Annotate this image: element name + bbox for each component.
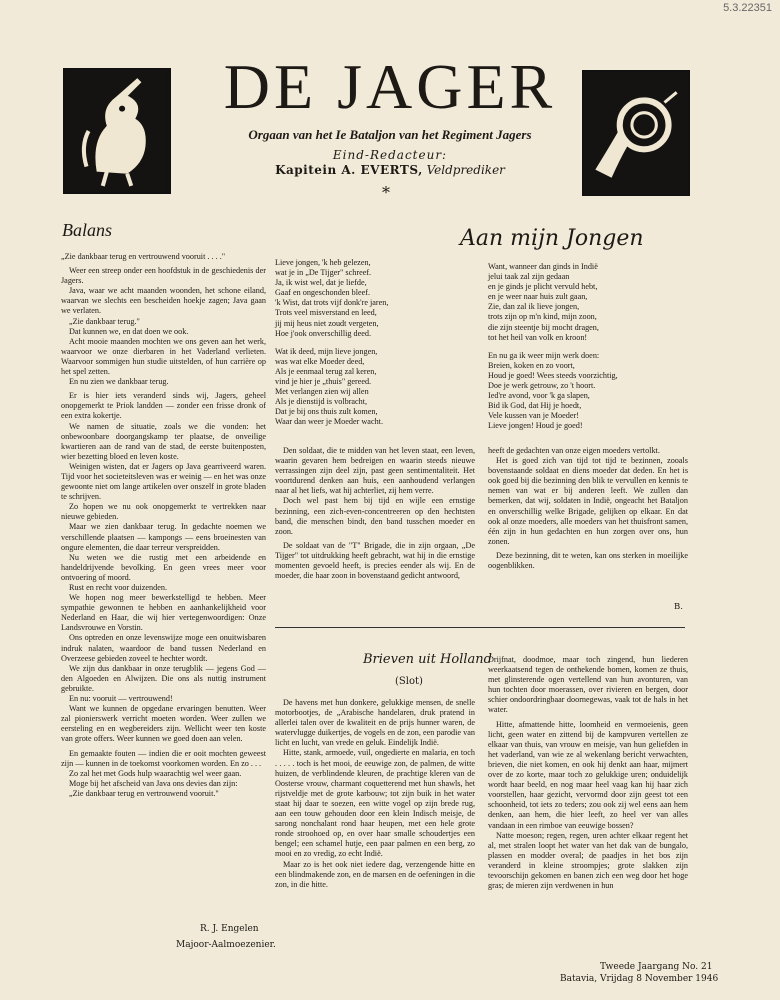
poem-line: Wat ik deed, mijn lieve jongen, — [275, 346, 378, 356]
paragraph: Doch wel past hem bij tijd en wijle een ernstige bezinning, een zich-even-concentreeren op den hechtsten band, die menschen bindt, den band tusschen moeder en zoon. — [275, 496, 475, 536]
poem-line: Vele kussen van je Moeder! — [488, 411, 579, 421]
section-divider — [275, 627, 685, 628]
brieven-subheading: (Slot) — [395, 676, 423, 687]
poem-line: en je weer naar huis zult gaan, — [488, 292, 588, 302]
poem-line: Breien, koken en zo voort, — [488, 360, 575, 370]
poem-line: Als je dienstijd is volbracht, — [275, 397, 368, 407]
paragraph: Deze bezinning, dit te weten, kan ons sterken in moeilijke oogenblikken. — [488, 550, 688, 571]
poem-line: Hoe j'ook onverschillig deed. — [275, 328, 372, 338]
paragraph: Er is hier iets veranderd sinds wij, Jagers, geheel onopgemerkt te Priok landden — zonder een frisse dronk of een extra kokertje. — [61, 391, 266, 421]
paragraph: „Zie dankbaar terug en vertrouwend vooruit . . . ." — [61, 252, 226, 261]
paragraph: De havens met hun donkere, gelukkige mensen, de snelle motorbootjes, de „Arabische handelaren, druk pratend in allerlei talen over de kwaliteit en de prijs hunner waren, de watervlugge duikertjes, de vogels en de zon, een parodie van licht en lucht, van vrede en geluk. Eindelijk Indië. — [275, 698, 475, 748]
paragraph: Nu weten we die rustig met een arbeidende en handeldrijvende bevolking. En geen vrees meer voor ontvoering of moord. — [61, 552, 266, 582]
poem-line: Als je eenmaal terug zal keren, — [275, 366, 377, 376]
poem-commentary-left — [275, 446, 475, 606]
brieven-heading: Brieven uit Holland — [363, 652, 492, 667]
paragraph: Ons optreden en onze levenswijze moge een onuitwisbaren indruk nalaten, waardoor de band tussen Nederland en Overzeese gebieden zoveel te hechter wordt. — [61, 633, 266, 663]
poem-line: Houd je goed! Wees steeds voorzichtig, — [488, 370, 618, 380]
paragraph: We namen de situatie, zoals we die vonden: het onbewoonbare doorgangskamp ter plaatse, de onveilige kwartieren aan de rand van de stad, de eerste buitenposten, wier bezetting bloed en leven koste. — [61, 421, 266, 461]
paragraph: Den soldaat, die te midden van het leven staat, een leven, waarin gevaren hem bedreigen en waarin steeds nieuwe verrassingen zijn deel zijn, past geen sentimentaliteit. Het voortdurend denken aan huis, een aanhoudend verlangen naar al het liefs, wat hij achterliet, zij hem verre. — [275, 446, 475, 496]
poem-line: Ja, ik wist wel, dat je liefde, — [275, 278, 367, 288]
brieven-column-right — [488, 655, 688, 955]
paragraph: Maar we zien dankbaar terug. In gedachte noemen we verschillende plaatsen — kampongs — eens broeinesten van ongure elementen, die daar terreur verspreidden. — [61, 522, 266, 552]
poem-line: Ied're avond, voor 'k ga slapen, — [488, 391, 590, 401]
poem-column-left — [275, 258, 447, 427]
paragraph: We zijn dus dankbaar in onze terugblik — jegens God — den Algoeden en Alwijzen. Die ons als nuttig instrument gebruikte. — [61, 663, 266, 693]
poem-line: Trots veel misverstand en leed, — [275, 308, 377, 318]
archive-stamp: 5.3.22351 — [723, 2, 772, 14]
paragraph: Java, waar we acht maanden woonden, het schone eiland, waarvan we slechts een bescheiden hoekje zagen; Java gaan we verlaten. — [61, 286, 266, 316]
paragraph: Rust en recht voor duizenden. — [69, 583, 167, 592]
poem-line: en je ginds je plicht vervuld hebt, — [488, 282, 598, 292]
editor-role: Veldprediker — [426, 163, 505, 177]
footer-place-date: Batavia, Vrijdag 8 November 1946 — [560, 974, 719, 984]
editor-line — [0, 163, 780, 177]
poem-column-right — [488, 262, 688, 431]
poem-line: Dat je bij ons thuis zult komen, — [275, 407, 378, 417]
paragraph: Weer een streep onder een hoofdstuk in de geschiedenis der Jagers. — [61, 266, 266, 286]
poem-line: 'k Wist, dat trots vijf donk're jaren, — [275, 298, 389, 308]
paragraph: Hitte, stank, armoede, vuil, ongedierte en malaria, en toch . . . . . toch is het mooi, de eeuwige zon, de palmen, de witte huizen, de verblindende kleuren, de prachtige kleren van de Oosterse vrouw, charmant coquetterend met hun shawls, het rijstveldje met de grote karbouw; tot zijn buik in het water staat hij daar te soezen, een witte vogel op zijn brede rug, aan een touw gehouden door een klein Indisch meisje, de sarong nonchalant rond haar heupen, met een hele grote ronde stroohoed op, en over haar smalle schoudertjes een bengel; een schamel hutje, een paar palmen en een berg, zo mooi en zo vredig, zo echt Indië. — [275, 748, 475, 859]
poem-line: jij mij heus niet zoudt vergeten, — [275, 318, 379, 328]
masthead-subtitle: Orgaan van het Ie Bataljon van het Regiment Jagers — [248, 127, 532, 142]
poem-line: Met verlangen zien wij allen — [275, 387, 369, 397]
balans-signature-title: Majoor-Aalmoezenier. — [176, 940, 276, 950]
paragraph: Hitte, afmattende hitte, loomheid en vermoeienis, geen licht, geen water en zittend bij de kampvuren vertellen ze elkaar van thuis, van vrouw en meisje, van hun geliefden in het vaderland, van wie ze al wekenlang bericht verwachten, brieven, die niet komen, en ook hij denkt aan haar, mijmert over de zo korte, maar toch zo gelukkige uren; onduidelijk wordt haar beeld, en nog maar heel vaag kan hij haar zich voorstellen, haar gezicht, vervormd door zijn geest tot een schoonheid, tot iets zo teders; zou ook zij wel eens aan hem denken, aan hem, die hier leeft, zo heel ver van alles vandaan in een rimboe van eeuwige bossen? — [488, 719, 688, 830]
paragraph: Maar zo is het ook niet iedere dag, verzengende hitte en een blindmakende zon, en de marsen en de oefeningen in die zon, in die hitte. — [275, 859, 475, 889]
paragraph: Zo zal het met Gods hulp waarachtig wel weer gaan. — [69, 768, 242, 778]
poem-line: Gaaf en ongeschonden bleef. — [275, 288, 371, 298]
editor-name: Kapitein A. EVERTS, — [275, 163, 423, 177]
poem-line: vind je hier je „thuis" gereed. — [275, 377, 372, 387]
poem-line: trots zijn op m'n kind, mijn zoon, — [488, 312, 597, 322]
brieven-column-left — [275, 698, 475, 958]
paragraph: „Zie dankbaar terug en vertrouwend vooruit." — [69, 788, 219, 798]
poem-line: Lieve jongen, 'k heb gelezen, — [275, 258, 371, 267]
paragraph: Drijfnat, doodmoe, maar toch zingend, hun liederen weerkaatsend tegen de onthekende bomen, komen ze thuis, met glinsterende ogen vertellend van hun avonturen, van hun tochten door moerassen, over rivieren en bergen, door schier ondoordringbaar doornegewas, vaak tot de hals in het water. — [488, 655, 688, 715]
editor-label: Eind-Redacteur: — [332, 148, 448, 162]
paragraph: „Zie dankbaar terug." — [69, 316, 140, 326]
poem-line: wat je in „De Tijger" schreef. — [275, 268, 372, 278]
balans-heading: Balans — [62, 220, 113, 240]
poem-line: was wat elke Moeder deed, — [275, 356, 365, 366]
poem-line: tot het heil van volk en kroon! — [488, 332, 588, 342]
poem-line: jelui taak zal zijn gedaan — [488, 272, 570, 282]
paragraph: Het is goed zich van tijd tot tijd te bezinnen, zooals bovenstaande soldaat en diens moeder dat deden. En het is ook goed bij die bezinning den blik te vervullen en kennis te nemen van wat er bij anderen leeft. We zullen dan bemerken, dat wij, soldaten in Indië, ongeacht het Bataljon en onverschillig welke Brigade, gelijken op elkaar. En dat ook al onze moeders, alle moeders van het thuisfront samen, één zijn in hun gedachten en hun zorgen over ons, hun zonen. — [488, 456, 688, 546]
masthead-asterisk: * — [382, 183, 390, 202]
paragraph: En nu: vooruit — vertrouwend! — [69, 694, 173, 704]
poem-commentary-right — [488, 446, 688, 626]
masthead-title: DE JAGER — [223, 51, 557, 122]
balans-signature-name: R. J. Engelen — [200, 924, 259, 934]
poem-line: Doe je werk getrouw, zo 't hoort. — [488, 381, 596, 391]
paragraph: Zo hopen we nu ook onopgemerkt te vertrekken naar nieuwe gebieden. — [61, 502, 266, 522]
paragraph: En gemaakte fouten — indien die er ooit mochten geweest zijn — kunnen in de toekomst voorkomen worden. En zo . . . — [61, 748, 266, 768]
balans-article — [61, 252, 266, 902]
paragraph: Dat kunnen we, en dat doen we ook. — [69, 326, 189, 336]
poem-line: Zie, dan zal ik lieve jongen, — [488, 302, 580, 312]
poem-heading: Aan mijn Jongen — [460, 226, 644, 251]
paragraph: De soldaat van de "T" Brigade, die in zijn orgaan, „De Tijger" tot uitdrukking heeft gebracht, wat hij in die ernstige momenten gevoeld heeft, is precies eender als wij. En de moeder, die haar zoon in bovenstaand gedicht antwoord, — [275, 540, 475, 581]
paragraph: En nu zien we dankbaar terug. — [69, 377, 169, 387]
poem-line: Lieve jongen! Houd je goed! — [488, 421, 583, 431]
poem-line: Waar dan weer je Moeder wacht. — [275, 417, 383, 427]
paragraph: Want we kunnen de opgedane ervaringen benutten. Weer zal pionierswerk verricht moeten worden. Weer zullen we eersteling en en wegbereiders zijn. Wellicht weer ten koste van grote offers. Weer kunnen we goed doen aan velen. — [61, 704, 266, 744]
paragraph: Natte moeson; regen, regen, uren achter elkaar regent het al, met stralen loopt het water van het dak van de bungalo, plassen en modder overal; de paadjes in het bos zijn veranderd in kleine stroompjes; grote slakken zijn tevoorschijn gekomen en banen zich een weg door het hoge gras; de mieren zijn verdwenen in hun — [488, 830, 688, 891]
paragraph: Moge bij het afscheid van Java ons devies dan zijn: — [69, 778, 238, 788]
poem-line: Bid ik God, dat Hij je hoedt, — [488, 401, 582, 411]
poem-line: die zijn steentje bij mocht dragen, — [488, 322, 599, 332]
paragraph: Acht mooie maanden mochten we ons geven aan het werk, waarvoor we onze dierbaren in het Vaderland verlieten. Waarvoor sommigen hun studie uitstelden, of hun carrière op het spel zetten. — [61, 336, 266, 377]
paragraph: heeft de gedachten van onze eigen moeders vertolkt. — [488, 446, 660, 455]
paragraph: Weinigen wisten, dat er Jagers op Java gearriveerd waren. Tijd voor het societeitsleven was er weinig — en het was onze gewoonte niet om lange artikelen over onszelf in grote bladen te schrijven. — [61, 461, 266, 502]
paragraph: We hopen nog meer bewerkstelligd te hebben. Meer sympathie gewonnen te hebben en aanhankelijkheid voor Nederland en Haar, die wij hier vertegenwoordigen: Onze Landsvrouwe en Vorstin. — [61, 593, 266, 633]
poem-commentary-signature: B. — [674, 602, 683, 612]
poem-line: Want, wanneer dan ginds in Indië — [488, 262, 598, 271]
footer-volume: Tweede Jaargang No. 21 — [600, 962, 713, 972]
poem-line: En nu ga ik weer mijn werk doen: — [488, 350, 600, 360]
